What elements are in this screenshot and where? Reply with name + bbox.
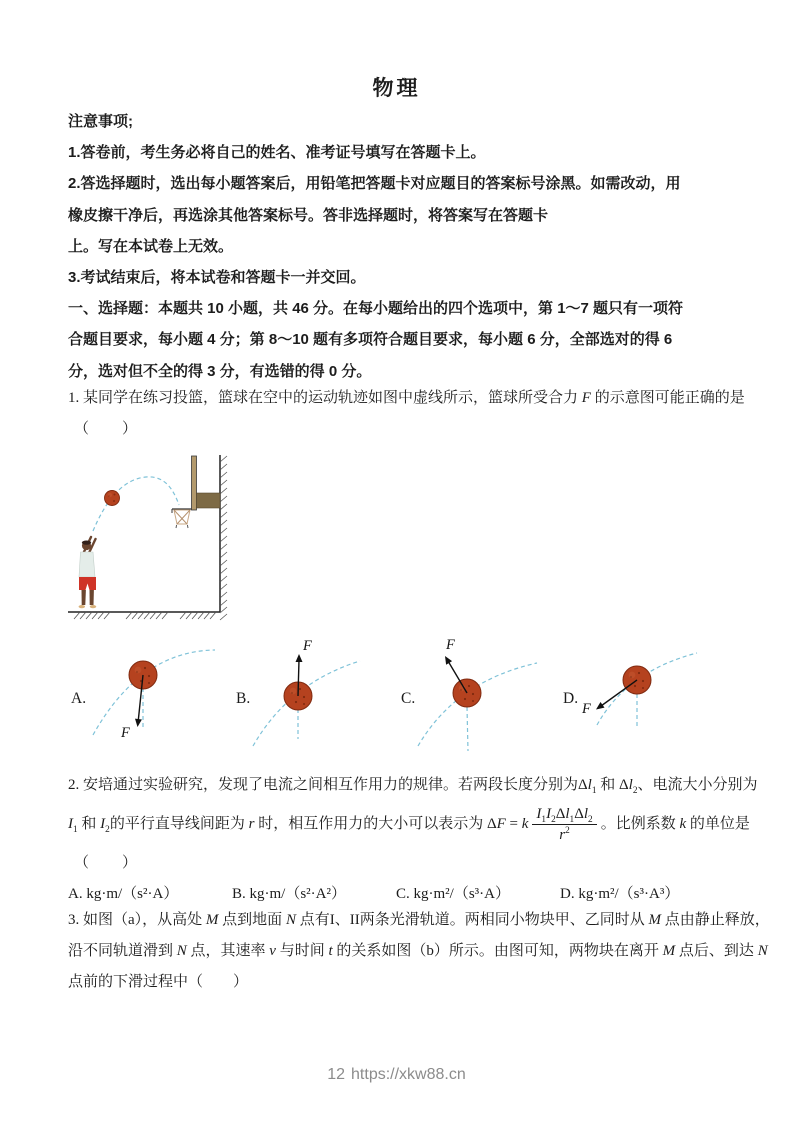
q1-option-c-diagram — [395, 633, 560, 761]
question-3-line-1: 3. 如图（a），从高处 M 点到地面 N 点有I、II两条光滑轨道。两相同小物块甲、乙同时从 M 点由静止释放， — [68, 912, 770, 928]
question-3-text — [68, 905, 770, 998]
q1-option-d-diagram — [560, 633, 725, 761]
trajectory-dashed-arc — [93, 477, 179, 531]
option-b-label: B. — [236, 690, 251, 707]
fraction-numerator: $I_1I_2\Delta l_1\Delta l_2$ — [532, 805, 596, 825]
force-label: F — [582, 701, 591, 717]
force-label: F — [303, 638, 312, 654]
footer-page-number: 12 — [327, 1066, 346, 1083]
question-2-options — [68, 881, 728, 907]
q2-option-c: C. kg·m²/（s³·A） — [396, 886, 510, 902]
option-d-label: D. — [563, 690, 579, 707]
basketball — [105, 491, 120, 506]
force-arrow-down-left — [596, 680, 637, 710]
trajectory-dashed-arc — [418, 663, 537, 746]
question-2-answer-parens: （ ） — [74, 855, 139, 871]
question-2-formula-pre: $I_1$ 和 $I_2$的平行直导线间距为 r 时，相互作用力的大小可以表示为 ΔF = k — [68, 815, 529, 835]
q1-option-b-diagram — [230, 633, 395, 761]
section-header-line-1: 一、选择题：本题共 10 小题，共 46 分。在每小题给出的四个选项中，第 1～7 题只有一项符 — [68, 300, 684, 318]
question-2-formula-post: 。比例系数 k 的单位是 — [600, 815, 750, 832]
formula-fraction — [532, 805, 596, 844]
section-header-line-2: 合题目要求，每小题 4 分；第 8～10 题有多项符合题目要求，每小题 6 分，全部选对的得 6 — [68, 331, 673, 349]
force-label: F — [121, 725, 130, 741]
section-header-line-3: 分，选对但不全的得 3 分，有选错的得 0 分。 — [68, 362, 372, 380]
notice-line-1: 1.答卷前，考生务必将自己的姓名、准考证号填写在答题卡上。 — [68, 144, 486, 162]
notice-line-5: 3.考试结束后，将本试卷和答题卡一并交回。 — [68, 269, 366, 287]
player — [79, 537, 97, 608]
question-2-line-1: 2. 安培通过实验研究，发现了电流之间相互作用力的规律。若两段长度分别为$\Delta l_1$ 和 $\Delta l_2$、电流大小分别为 — [68, 777, 758, 796]
question-1-answer-parens: （ ） — [74, 421, 139, 437]
option-a-label: A. — [71, 690, 87, 707]
figure-basketball-shot — [68, 448, 233, 630]
option-c-label: C. — [401, 690, 416, 707]
page-title: 物理 — [372, 77, 421, 100]
q1-option-diagrams — [65, 633, 730, 761]
question-3-line-2: 沿不同轨道滑到 N 点，其速率 v 与时间 t 的关系如图（b）所示。由图可知，两物块在离开 M 点后、到达 N — [68, 943, 768, 959]
page-footer — [0, 1066, 793, 1084]
q2-option-a: A. kg·m/（s²·A） — [68, 886, 179, 902]
q1-option-a-diagram — [65, 633, 230, 761]
q2-option-d: D. kg·m²/（s³·A³） — [560, 886, 680, 902]
question-1-line-1: 1. 某同学在练习投篮，篮球在空中的运动轨迹如图中虚线所示，篮球所受合力 F 的示意图可能正确的是 — [68, 390, 745, 406]
backboard-bracket — [197, 493, 221, 508]
force-label: F — [446, 637, 455, 653]
q2-option-b: B. kg·m/（s²·A²） — [232, 886, 346, 902]
wall-hatching — [220, 456, 227, 620]
hoop-net — [172, 509, 192, 528]
fraction-denominator: $r^2$ — [559, 825, 570, 843]
backboard — [192, 456, 197, 510]
notice-section — [68, 106, 728, 387]
trajectory-dashed-arc — [93, 650, 215, 735]
notice-line-4: 上。写在本试卷上无效。 — [68, 237, 234, 255]
question-1-text — [68, 383, 745, 445]
notice-line-2: 2.答选择题时，选出每小题答案后，用铅笔把答题卡对应题目的答案标号涂黑。如需改动，用 — [68, 175, 681, 193]
question-2-text — [68, 770, 758, 907]
notice-heading: 注意事项; — [68, 113, 133, 130]
vertical-dashed-line — [467, 707, 468, 751]
question-2-line-2 — [68, 801, 750, 847]
footer-url: https://xkw88.cn — [351, 1066, 466, 1083]
notice-line-3: 橡皮擦干净后，再选涂其他答案标号。答非选择题时，将答案写在答题卡 — [68, 206, 549, 224]
question-3-line-3: 点前的下滑过程中（ ） — [68, 974, 249, 990]
ground-hatching — [74, 612, 216, 619]
